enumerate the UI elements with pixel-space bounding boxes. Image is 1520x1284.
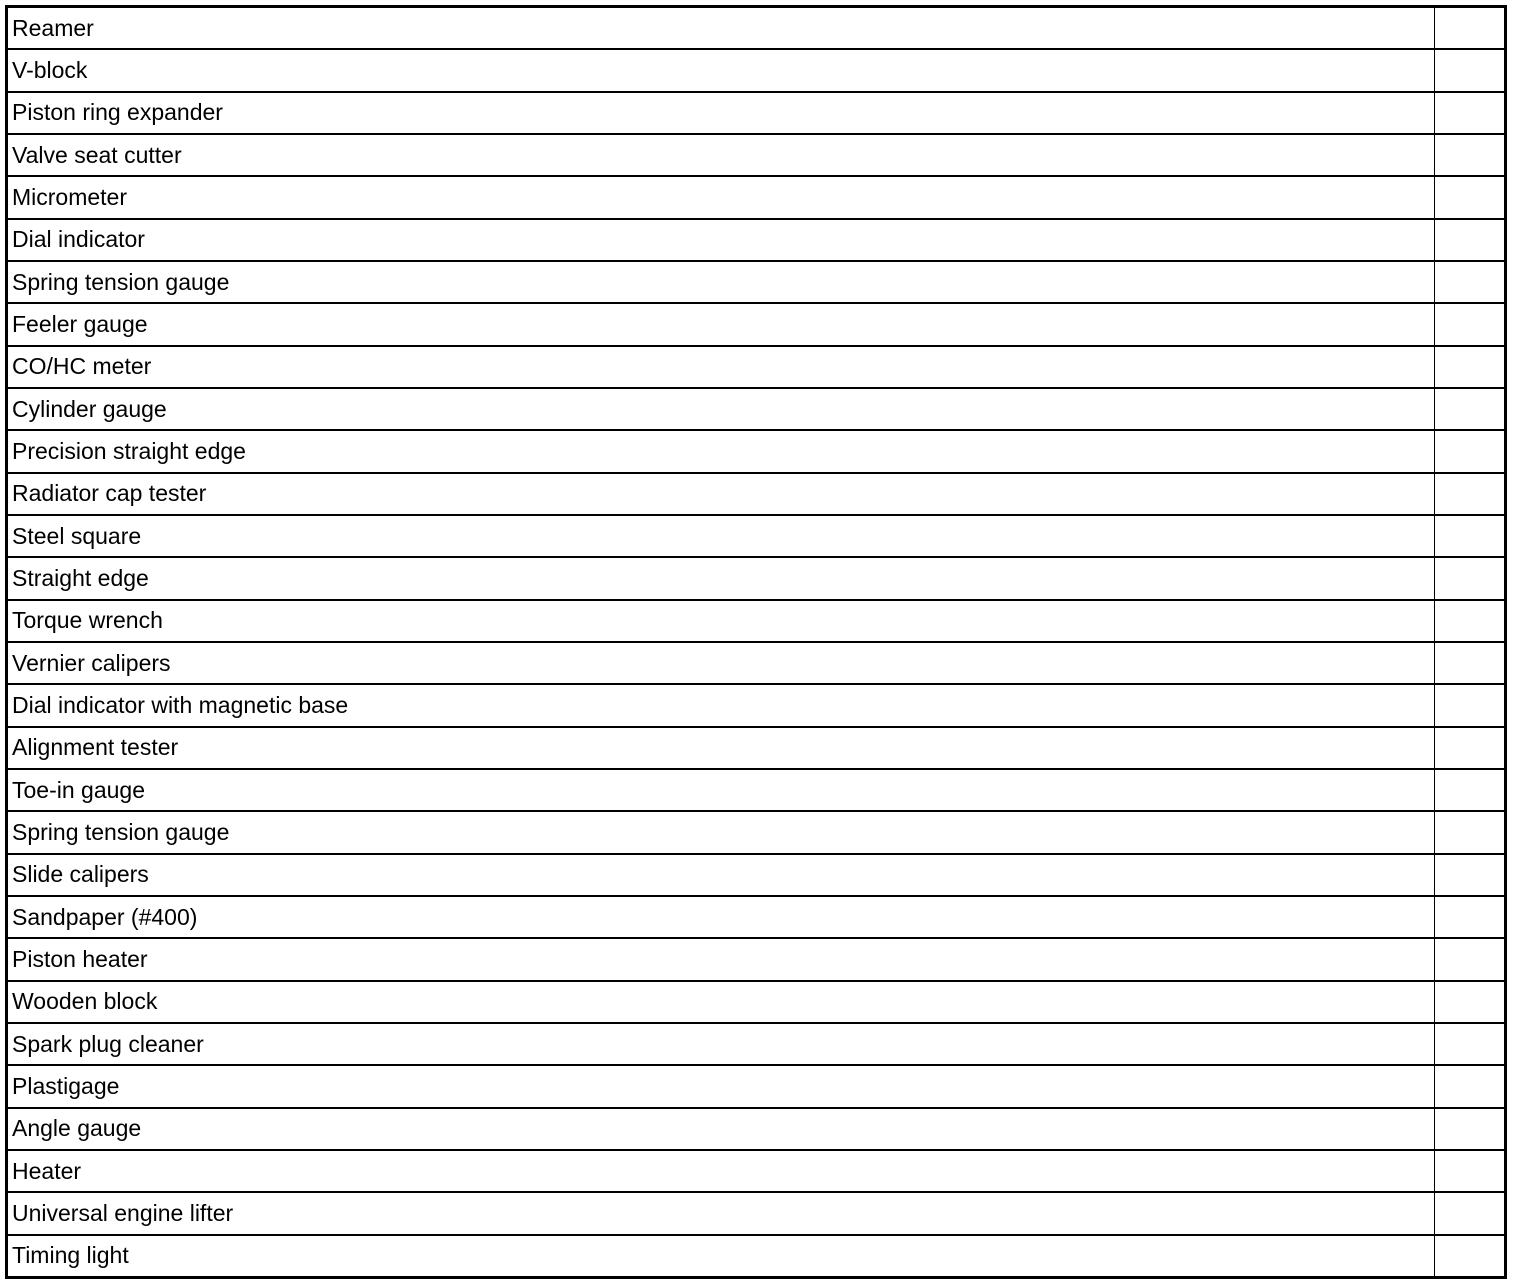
check-cell[interactable]	[1435, 685, 1504, 725]
check-cell[interactable]	[1435, 516, 1504, 556]
check-cell[interactable]	[1435, 50, 1504, 90]
check-cell[interactable]	[1435, 389, 1504, 429]
table-row	[8, 135, 1504, 177]
table-row	[8, 1193, 1504, 1235]
tool-name: Toe-in gauge	[8, 770, 1435, 810]
check-cell[interactable]	[1435, 431, 1504, 471]
tool-name: Universal engine lifter	[8, 1193, 1435, 1233]
tool-name: Piston heater	[8, 939, 1435, 979]
check-cell[interactable]	[1435, 1151, 1504, 1191]
check-cell[interactable]	[1435, 812, 1504, 852]
tool-name: Valve seat cutter	[8, 135, 1435, 175]
check-cell[interactable]	[1435, 1236, 1504, 1276]
table-row	[8, 601, 1504, 643]
check-cell[interactable]	[1435, 897, 1504, 937]
tool-name: Alignment tester	[8, 728, 1435, 768]
table-row	[8, 1236, 1504, 1276]
check-cell[interactable]	[1435, 939, 1504, 979]
tool-name: Dial indicator with magnetic base	[8, 685, 1435, 725]
tool-name: Spring tension gauge	[8, 262, 1435, 302]
check-cell[interactable]	[1435, 220, 1504, 260]
check-cell[interactable]	[1435, 855, 1504, 895]
check-cell[interactable]	[1435, 177, 1504, 217]
check-cell[interactable]	[1435, 1193, 1504, 1233]
table-row	[8, 262, 1504, 304]
check-cell[interactable]	[1435, 8, 1504, 48]
tool-name: Piston ring expander	[8, 93, 1435, 133]
table-row	[8, 177, 1504, 219]
table-row	[8, 685, 1504, 727]
table-row	[8, 474, 1504, 516]
table-row	[8, 1066, 1504, 1108]
table-row	[8, 389, 1504, 431]
table-row	[8, 93, 1504, 135]
tool-name: Straight edge	[8, 558, 1435, 598]
tool-name: Dial indicator	[8, 220, 1435, 260]
check-cell[interactable]	[1435, 1109, 1504, 1149]
table-row	[8, 8, 1504, 50]
tool-name: CO/HC meter	[8, 347, 1435, 387]
table-row	[8, 516, 1504, 558]
tool-name: Timing light	[8, 1236, 1435, 1276]
check-cell[interactable]	[1435, 474, 1504, 514]
tool-name: Reamer	[8, 8, 1435, 48]
table-row	[8, 939, 1504, 981]
check-cell[interactable]	[1435, 93, 1504, 133]
table-row	[8, 770, 1504, 812]
table-row	[8, 304, 1504, 346]
table-row	[8, 728, 1504, 770]
table-row	[8, 1151, 1504, 1193]
table-row	[8, 50, 1504, 92]
check-cell[interactable]	[1435, 262, 1504, 302]
tool-name: Plastigage	[8, 1066, 1435, 1106]
table-row	[8, 220, 1504, 262]
check-cell[interactable]	[1435, 135, 1504, 175]
tool-name: Heater	[8, 1151, 1435, 1191]
check-cell[interactable]	[1435, 1024, 1504, 1064]
table-row	[8, 897, 1504, 939]
check-cell[interactable]	[1435, 728, 1504, 768]
table-row	[8, 347, 1504, 389]
tool-name: Micrometer	[8, 177, 1435, 217]
tool-name: Precision straight edge	[8, 431, 1435, 471]
tool-name: Spring tension gauge	[8, 812, 1435, 852]
tool-name: Vernier calipers	[8, 643, 1435, 683]
tool-name: Radiator cap tester	[8, 474, 1435, 514]
check-cell[interactable]	[1435, 1066, 1504, 1106]
table-row	[8, 1024, 1504, 1066]
table-row	[8, 855, 1504, 897]
table-row	[8, 812, 1504, 854]
check-cell[interactable]	[1435, 558, 1504, 598]
table-row	[8, 982, 1504, 1024]
tool-name: Cylinder gauge	[8, 389, 1435, 429]
tool-name: Angle gauge	[8, 1109, 1435, 1149]
tool-name: Wooden block	[8, 982, 1435, 1022]
check-cell[interactable]	[1435, 347, 1504, 387]
check-cell[interactable]	[1435, 304, 1504, 344]
check-cell[interactable]	[1435, 982, 1504, 1022]
tool-name: Steel square	[8, 516, 1435, 556]
table-row	[8, 431, 1504, 473]
tool-list-table	[5, 5, 1507, 1279]
tool-name: Feeler gauge	[8, 304, 1435, 344]
check-cell[interactable]	[1435, 643, 1504, 683]
tool-name: Slide calipers	[8, 855, 1435, 895]
tool-name: V-block	[8, 50, 1435, 90]
tool-name: Sandpaper (#400)	[8, 897, 1435, 937]
table-row	[8, 1109, 1504, 1151]
check-cell[interactable]	[1435, 770, 1504, 810]
tool-name: Torque wrench	[8, 601, 1435, 641]
table-row	[8, 558, 1504, 600]
table-row	[8, 643, 1504, 685]
tool-name: Spark plug cleaner	[8, 1024, 1435, 1064]
check-cell[interactable]	[1435, 601, 1504, 641]
